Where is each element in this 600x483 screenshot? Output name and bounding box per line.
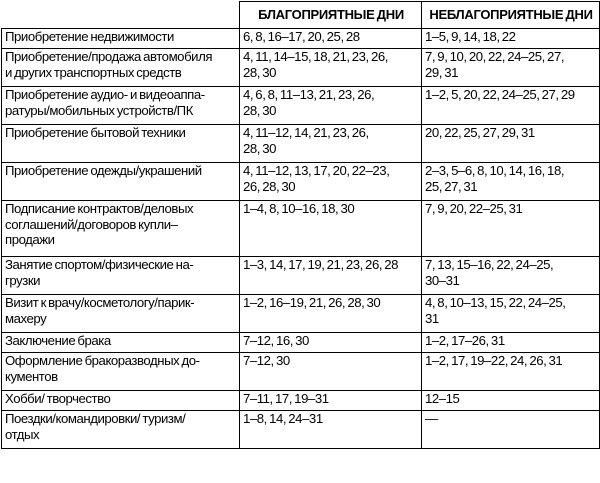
- bad-days-cell: 7, 9, 20, 22–25, 31: [422, 201, 600, 257]
- good-days-cell: 4, 6, 8, 11–13, 21, 23, 26, 28, 30: [240, 87, 422, 125]
- table-row: [2, 49, 600, 87]
- activity-cell: Поездки/командировки/ туризм/ отдых: [2, 411, 240, 449]
- activity-cell: Занятие спортом/физические на- грузки: [2, 257, 240, 295]
- table-row: [2, 333, 600, 353]
- table-row: [2, 391, 600, 411]
- good-days-cell: 6, 8, 16–17, 20, 25, 28: [240, 29, 422, 49]
- bad-days-cell: —: [422, 411, 600, 449]
- activity-cell: Подписание контрактов/деловых соглашений/договоров купли– продажи: [2, 201, 240, 257]
- good-days-cell: 1–2, 16–19, 21, 26, 28, 30: [240, 295, 422, 333]
- bad-days-cell: 2–3, 5–6, 8, 10, 14, 16, 18, 25, 27, 31: [422, 163, 600, 201]
- table-row: [2, 353, 600, 391]
- table-row: [2, 295, 600, 333]
- header-blank: [2, 2, 240, 29]
- header-bad-days: НЕБЛАГОПРИЯТНЫЕ ДНИ: [422, 2, 600, 29]
- activity-cell: Оформление бракоразводных до- кументов: [2, 353, 240, 391]
- activity-cell: Визит к врачу/косметологу/парик- махеру: [2, 295, 240, 333]
- table-row: [2, 411, 600, 449]
- good-days-cell: 4, 11, 14–15, 18, 21, 23, 26, 28, 30: [240, 49, 422, 87]
- activity-cell: Приобретение одежды/украшений: [2, 163, 240, 201]
- header-good-days: БЛАГОПРИЯТНЫЕ ДНИ: [240, 2, 422, 29]
- good-days-cell: 7–12, 30: [240, 353, 422, 391]
- good-days-cell: 7–11, 17, 19–31: [240, 391, 422, 411]
- bad-days-cell: 12–15: [422, 391, 600, 411]
- table-row: [2, 257, 600, 295]
- good-days-cell: 1–4, 8, 10–16, 18, 30: [240, 201, 422, 257]
- bad-days-cell: 1–2, 17–26, 31: [422, 333, 600, 353]
- activity-cell: Приобретение/продажа автомобиля и других транспортных средств: [2, 49, 240, 87]
- calendar-table: [1, 1, 600, 449]
- bad-days-cell: 4, 8, 10–13, 15, 22, 24–25, 31: [422, 295, 600, 333]
- good-days-cell: 1–3, 14, 17, 19, 21, 23, 26, 28: [240, 257, 422, 295]
- activity-cell: Приобретение недвижимости: [2, 29, 240, 49]
- table-row: [2, 163, 600, 201]
- good-days-cell: 1–8, 14, 24–31: [240, 411, 422, 449]
- table-row: [2, 87, 600, 125]
- good-days-cell: 7–12, 16, 30: [240, 333, 422, 353]
- bad-days-cell: 20, 22, 25, 27, 29, 31: [422, 125, 600, 163]
- activity-cell: Приобретение аудио- и видеоаппа- ратуры/мобильных устройств/ПК: [2, 87, 240, 125]
- activity-cell: Заключение брака: [2, 333, 240, 353]
- bad-days-cell: 7, 9, 10, 20, 22, 24–25, 27, 29, 31: [422, 49, 600, 87]
- bad-days-cell: 7, 13, 15–16, 22, 24–25, 30–31: [422, 257, 600, 295]
- good-days-cell: 4, 11–12, 14, 21, 23, 26, 28, 30: [240, 125, 422, 163]
- activity-cell: Приобретение бытовой техники: [2, 125, 240, 163]
- bad-days-cell: 1–5, 9, 14, 18, 22: [422, 29, 600, 49]
- table-row: [2, 29, 600, 49]
- header-row: [2, 2, 600, 29]
- activity-cell: Хобби/ творчество: [2, 391, 240, 411]
- table-row: [2, 201, 600, 257]
- table-row: [2, 125, 600, 163]
- good-days-cell: 4, 11–12, 13, 17, 20, 22–23, 26, 28, 30: [240, 163, 422, 201]
- bad-days-cell: 1–2, 5, 20, 22, 24–25, 27, 29: [422, 87, 600, 125]
- bad-days-cell: 1–2, 17, 19–22, 24, 26, 31: [422, 353, 600, 391]
